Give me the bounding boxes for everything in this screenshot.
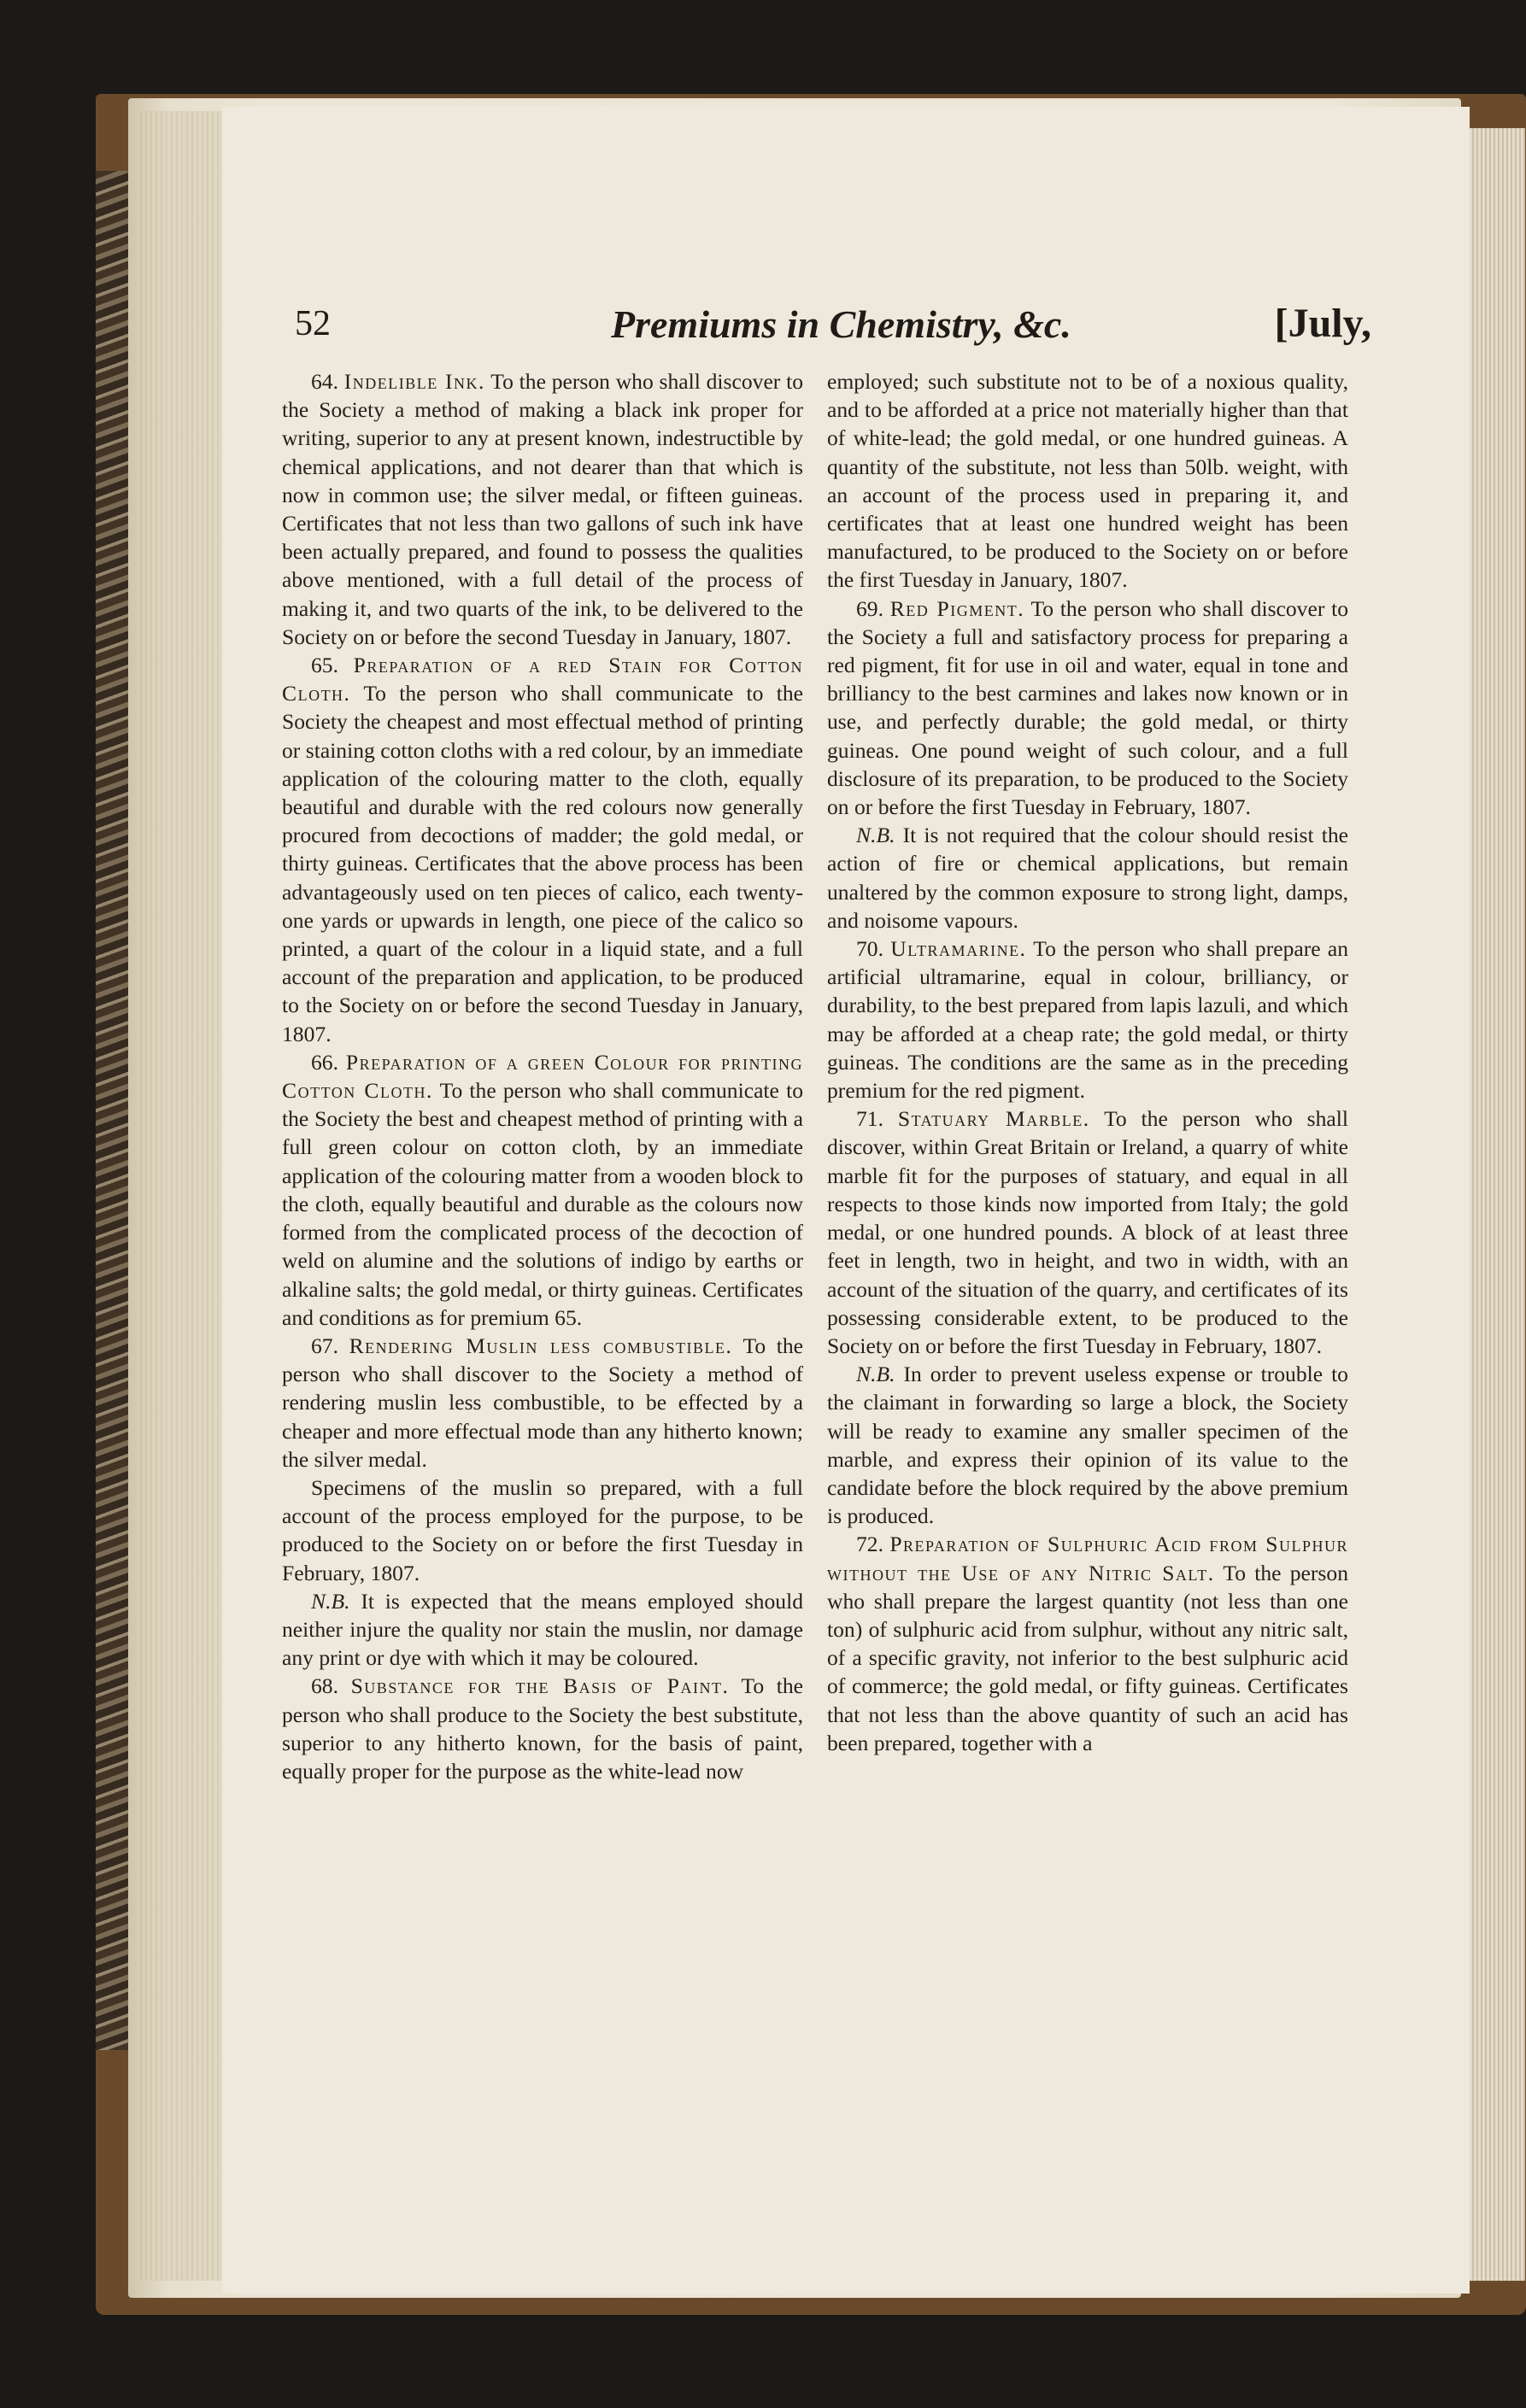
nb-label: N.B. (856, 1362, 895, 1387)
paragraph: 64. Indelible Ink. To the person who shall discover to the Society a method of making a black ink proper for writing, superior to any at present known, indestructible by chemical applications, and not dearer than that which is now in common use; the silver medal, or fifteen guineas. Certificates that not less than two gallons of such ink have been actually prepared, and found to possess the qualities above mentioned, with a full detail of the process of making it, and two quarts of the ink, to be delivered to the Society on or before the second Tuesday in January, 1807. (282, 369, 804, 649)
page-number: 52 (295, 304, 331, 343)
premium-title: Rendering Muslin less combustible. (349, 1333, 733, 1358)
premium-title: Red Pigment. (889, 595, 1025, 621)
paragraph: 69. Red Pigment. To the person who shall discover to the Society a full and satisfactory process for preparing a red pigment, fit for use in oil and water, equal in tone and brilliancy to the best carmines and lakes now known or in use, and perfectly durable; the gold medal, or thirty guineas. One pound weight of such colour, and a full disclosure of its preparation, to be produced to the Society on or before the first Tuesday in February, 1807. (827, 595, 1348, 820)
paragraph: employed; such substitute not to be of a noxious quality, and to be afforded at a price not materially higher than that of white-lead; the gold medal, or one hundred guineas. A quantity of the substitute, not less than 50lb. weight, with an account of the process used in preparing it, and certificates that at least one hundred weight has been manufactured, to be produced to the Society on or before the first Tuesday in January, 1807. (827, 369, 1348, 593)
right-column (827, 367, 1348, 1757)
running-title: Premiums in Chemistry, &c. (611, 302, 1071, 346)
premium-title: Substance for the Basis of Paint. (350, 1673, 730, 1699)
premium-title: Indelible Ink. (343, 369, 485, 394)
paragraph: 65. Preparation of a red Stain for Cotton Cloth. To the person who shall communicate to the Society the cheapest and most effectual method of printing or staining cotton cloths with a red colour, by an immediate application of the colouring matter to the cloth, equally beautiful and durable with the red colours now generally procured from decoctions of madder; the gold medal, or thirty guineas. Certificates that the above process has been advantageously used on ten pieces of calico, each twenty-one yards or upwards in length, one piece of the calico so printed, a quart of the colour in a liquid state, and a full account of the preparation and application, to be produced to the Society on or before the second Tuesday in January, 1807. (282, 653, 804, 1046)
paragraph: 72. Preparation of Sulphuric Acid from Sulphur without the Use of any Nitric Salt. To the person who shall prepare the largest quantity (not less than one ton) of sulphuric acid from sulphur, without any nitric salt, of a specific gravity, not inferior to the best sulphuric acid of commerce; the gold medal, or fifty guineas. Certificates that not less than the above quantity of such an acid has been prepared, together with a (827, 1532, 1348, 1755)
left-column (282, 367, 803, 1785)
premium-title: Ultramarine. (890, 936, 1027, 962)
paragraph: 70. Ultramarine. To the person who shall prepare an artificial ultramarine, equal in colour, brilliancy, or durability, to the best prepared from lapis lazuli, and which may be afforded at a cheap rate; the gold medal, or thirty guineas. The conditions are the same as in the preceding premium for the red pigment. (827, 936, 1349, 1104)
premium-title: Preparation of a green Colour for printing Cotton Cloth. (282, 1049, 803, 1104)
nb-label: N.B. (311, 1588, 350, 1614)
paragraph: Specimens of the muslin so prepared, with a full account of the process employed for the purpose, to be produced to the Society on or before the first Tuesday in February, 1807. (282, 1474, 803, 1585)
nb-label: N.B. (856, 823, 895, 848)
premium-title: Preparation of Sulphuric Acid from Sulphur without the Use of any Nitric Salt. (827, 1532, 1348, 1585)
paragraph: 71. Statuary Marble. To the person who shall discover, within Great Britain or Ireland, a quarry of white marble fit for the purposes of statuary, and equal in all respects to those kinds now imported from Italy; the gold medal, or one hundred pounds. A block of at least three feet in length, two in height, and two in width, with an account of the situation of the quarry, and certificates of its possessing considerable extent, to be produced to the Society on or before the first Tuesday in February, 1807. (827, 1106, 1349, 1358)
header-date: [July, (1274, 301, 1371, 346)
paragraph: N.B. It is expected that the means employed should neither injure the quality nor stain the muslin, nor damage any print or dye with which it may be coloured. (282, 1588, 803, 1671)
premium-title: Statuary Marble. (897, 1106, 1090, 1132)
paragraph: N.B. It is not required that the colour should resist the action of fire or chemical applications, but remain unaltered by the common exposure to strong light, damps, and noisome vapours. (827, 823, 1348, 933)
paragraph: 68. Substance for the Basis of Paint. To the person who shall produce to the Society the best substitute, superior to any hitherto known, for the basis of paint, equally proper for the purpose as the white-lead now (282, 1673, 804, 1784)
page-header (295, 303, 1371, 354)
page-edges-right (1465, 128, 1525, 2281)
premium-title: Preparation of a red Stain for Cotton Cloth. (282, 653, 803, 706)
paragraph: N.B. In order to prevent useless expense or trouble to the claimant in forwarding so large a block, the Society will be ready to examine any smaller specimen of the marble, and express their opinion of its value to the candidate before the block required by the above premium is produced. (827, 1362, 1348, 1529)
paragraph: 67. Rendering Muslin less combustible. To the person who shall discover to the Society a method of rendering muslin less combustible, to be effected by a cheaper and more effectual mode than any hitherto known; the silver medal. (282, 1333, 804, 1472)
paragraph: 66. Preparation of a green Colour for printing Cotton Cloth. To the person who shall communicate to the Society the best and cheapest method of printing with a full green colour on cotton cloth, by an immediate application of the colouring matter from a wooden block to the cloth, equally beautiful and durable as the colours now formed from the complicated process of the decoction of weld on alumine and the solutions of indigo by earths or alkaline salts; the gold medal, or thirty guineas. Certificates and conditions as for premium 65. (282, 1049, 803, 1330)
